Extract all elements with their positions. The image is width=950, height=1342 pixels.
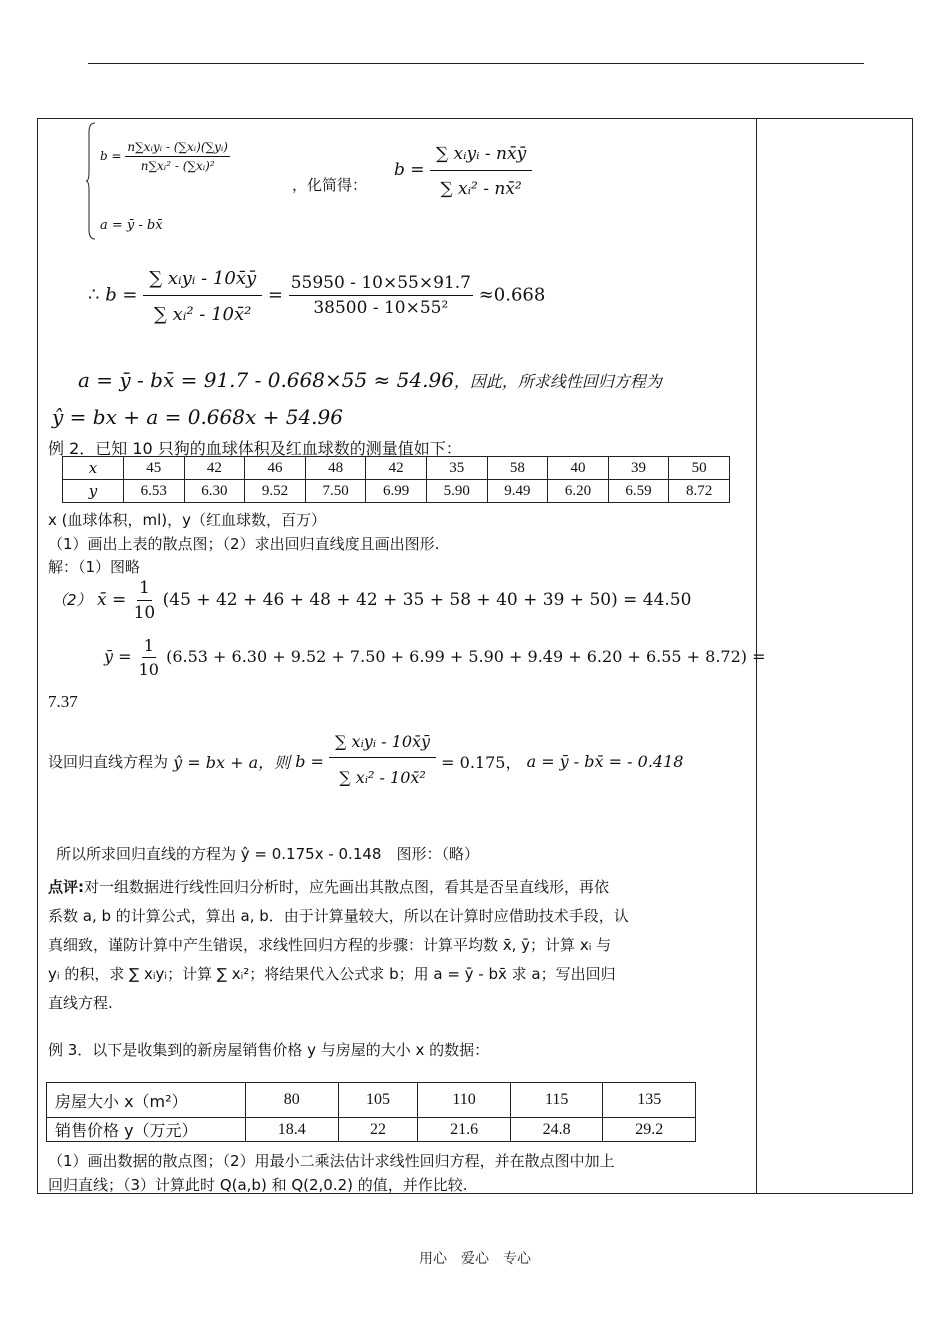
table-cell: 45: [124, 457, 185, 480]
table-cell: 销售价格 y（万元）: [47, 1118, 246, 1142]
table-cell: 80: [246, 1083, 339, 1118]
xbar-frac-num: 1: [137, 578, 152, 601]
example3-tasks: [48, 1149, 615, 1197]
a-calculation: [78, 368, 662, 392]
table-cell: 7.50: [305, 480, 366, 503]
house-price-table: [46, 1082, 696, 1142]
table-cell: 110: [418, 1083, 511, 1118]
ybar-lhs: ȳ =: [104, 647, 132, 666]
set-regression-line: 设回归直线方程为 ŷ = bx + a，则 b = $\frac{\text{∑ xᵢyᵢ - 10x̄ȳ}}{\text{∑ xᵢ² - 10x̄²}}$ = 0.175， a = ȳ - bx̄ = - 0.418: [48, 722, 683, 801]
table-legend: x (血球体积，ml)，y（红血球数，百万）: [48, 511, 327, 529]
table-cell: 6.30: [184, 480, 245, 503]
comment-block: [48, 873, 629, 1018]
example2-intro: 例 2．已知 10 只狗的血球体积及红血球数的测量值如下：: [48, 439, 462, 458]
table-cell: 8.72: [669, 480, 730, 503]
task-line: 回归直线；（3）计算此时 Q(a,b) 和 Q(2,0.2) 的值，并作比较.: [48, 1176, 468, 1194]
therefore-b-numerator: ∑ xᵢyᵢ - 10x̄ȳ: [143, 256, 262, 296]
table-cell: 6.53: [124, 480, 185, 503]
table-cell: 6.59: [608, 480, 669, 503]
table-cell: 29.2: [603, 1118, 696, 1142]
table-cell: 房屋大小 x（m²）: [47, 1083, 246, 1118]
comment-line: 直线方程.: [48, 994, 113, 1012]
table-cell: 22: [338, 1118, 418, 1142]
table-cell: y: [63, 480, 124, 503]
system-a-formula: a = ȳ - bx̄: [100, 218, 163, 233]
xbar-lhs: x̄ =: [96, 590, 127, 610]
xbar-frac-den: 10: [133, 603, 156, 623]
header-rule: [88, 63, 864, 64]
ybar-formula: [104, 636, 766, 679]
table-row-size: [47, 1083, 696, 1118]
ybar-frac-den: 10: [138, 660, 159, 679]
a-calc-tail: ，因此，所求线性回归方程为: [453, 372, 662, 391]
system-b-denominator: n∑xᵢ² - (∑xᵢ)²: [140, 159, 215, 173]
table-row-price: [47, 1118, 696, 1142]
xbar-prefix: （2）: [52, 591, 92, 609]
table-cell: 35: [426, 457, 487, 480]
therefore-b-formula: ∴ b = $\frac{\text{∑ xᵢyᵢ - 10x̄ȳ}}{\text{∑ xᵢ² - 10x̄²}}$ = $\frac{55950 - 10\times 55\times 91.7}{\text{38500 - 10×55²}}$ ≈0.668: [88, 256, 545, 335]
table-cell: 6.99: [366, 480, 427, 503]
table-cell: 9.49: [487, 480, 548, 503]
xbar-rest: (45 + 42 + 46 + 48 + 42 + 35 + 58 + 40 + 39 + 50) = 44.50: [162, 590, 692, 610]
ybar-frac-num: 1: [142, 636, 156, 658]
table-cell: 42: [366, 457, 427, 480]
comment-line: 对一组数据进行线性回归分析时，应先画出其散点图，看其是否呈直线形，再依: [84, 878, 610, 896]
b-frac-numerator: ∑ xᵢyᵢ - 10x̄ȳ: [329, 722, 436, 758]
task-line: （1）画出数据的散点图；（2）用最小二乘法估计求线性回归方程，并在散点图中加上: [48, 1152, 615, 1170]
example2-tasks: （1）画出上表的散点图；（2）求出回归直线度且画出图形.: [48, 535, 440, 553]
a-calc-formula: a = ȳ - bx̄ = 91.7 - 0.668×55 ≈ 54.96: [78, 368, 454, 392]
table-cell: 24.8: [510, 1118, 603, 1142]
page-footer: 用心 爱心 专心: [419, 1251, 531, 1267]
ybar-result: 7.37: [48, 692, 78, 711]
table-cell: 39: [608, 457, 669, 480]
table-cell: 50: [669, 457, 730, 480]
simplify-text: ，化简得：: [292, 176, 368, 194]
numeric-numerator: 55950 - 10×55×91.7: [289, 273, 473, 296]
a-result: a = ȳ - bx̄ = - 0.418: [526, 752, 684, 771]
b-simplified-formula: b = $\frac{\text{∑ xᵢyᵢ - nx̄ȳ}}{\text{∑ xᵢ² - nx̄²}}$: [394, 136, 532, 205]
table-cell: 21.6: [418, 1118, 511, 1142]
solution-label: 解：（1）图略: [48, 558, 141, 576]
table-cell: 135: [603, 1083, 696, 1118]
example3-intro: 例 3．以下是收集到的新房屋销售价格 y 与房屋的大小 x 的数据：: [48, 1041, 490, 1059]
table-cell: 48: [305, 457, 366, 480]
table-row-x: [63, 457, 730, 480]
therefore-b-denominator: ∑ xᵢ² - 10x̄²: [154, 304, 252, 325]
set-eq-formula: ŷ = bx + a，则: [173, 753, 291, 772]
brace-icon: [86, 122, 96, 240]
comment-line: yᵢ 的积，求 ∑ xᵢyᵢ；计算 ∑ xᵢ²；将结果代入公式求 b；用 a = ȳ - bx̄ 求 a；写出回归: [48, 965, 616, 983]
table-cell: 6.20: [548, 480, 609, 503]
table-row-y: [63, 480, 730, 503]
table-cell: 105: [338, 1083, 418, 1118]
dog-blood-table: [62, 456, 730, 503]
numeric-result: ≈0.668: [478, 284, 546, 306]
table-cell: 58: [487, 457, 548, 480]
table-cell: 9.52: [245, 480, 306, 503]
table-cell: 18.4: [246, 1118, 339, 1142]
ybar-rest: (6.53 + 6.30 + 9.52 + 7.50 + 6.99 + 5.90 + 9.49 + 6.20 + 6.55 + 8.72) =: [166, 647, 766, 666]
regression-equation: ŷ = bx + a = 0.668x + 54.96: [52, 405, 343, 429]
set-eq-text: 设回归直线方程为: [48, 753, 169, 771]
final-regression-equation: 所以所求回归直线的方程为 ŷ = 0.175x - 0.148 图形：（略）: [56, 845, 479, 863]
xbar-formula: [52, 578, 691, 623]
table-cell: 40: [548, 457, 609, 480]
b-simplified-denominator: ∑ xᵢ² - nx̄²: [440, 179, 522, 199]
b-frac-denominator: ∑ xᵢ² - 10x̄²: [339, 768, 426, 787]
table-cell: x: [63, 457, 124, 480]
b-result: = 0.175，: [441, 753, 522, 772]
b-simplified-numerator: ∑ xᵢyᵢ - nx̄ȳ: [430, 136, 532, 171]
table-cell: 46: [245, 457, 306, 480]
system-b-numerator: n∑xᵢyᵢ - (∑xᵢ)(∑yᵢ): [125, 140, 230, 157]
system-b-formula: b = $\frac{\text{n∑xᵢyᵢ - (∑xᵢ)(∑yᵢ)}}{\text{n∑xᵢ² - (∑xᵢ)²}}$: [100, 140, 228, 173]
table-cell: 115: [510, 1083, 603, 1118]
comment-line: 系数 a, b 的计算公式，算出 a, b．由于计算量较大，所以在计算时应借助技术手段，认: [48, 907, 629, 925]
comment-label: 点评:: [48, 878, 84, 896]
table-cell: 5.90: [426, 480, 487, 503]
comment-line: 真细致，谨防计算中产生错误，求线性回归方程的步骤：计算平均数 x̄, ȳ；计算 xᵢ 与: [48, 936, 612, 954]
table-cell: 42: [184, 457, 245, 480]
numeric-denominator: 38500 - 10×55²: [313, 298, 449, 318]
